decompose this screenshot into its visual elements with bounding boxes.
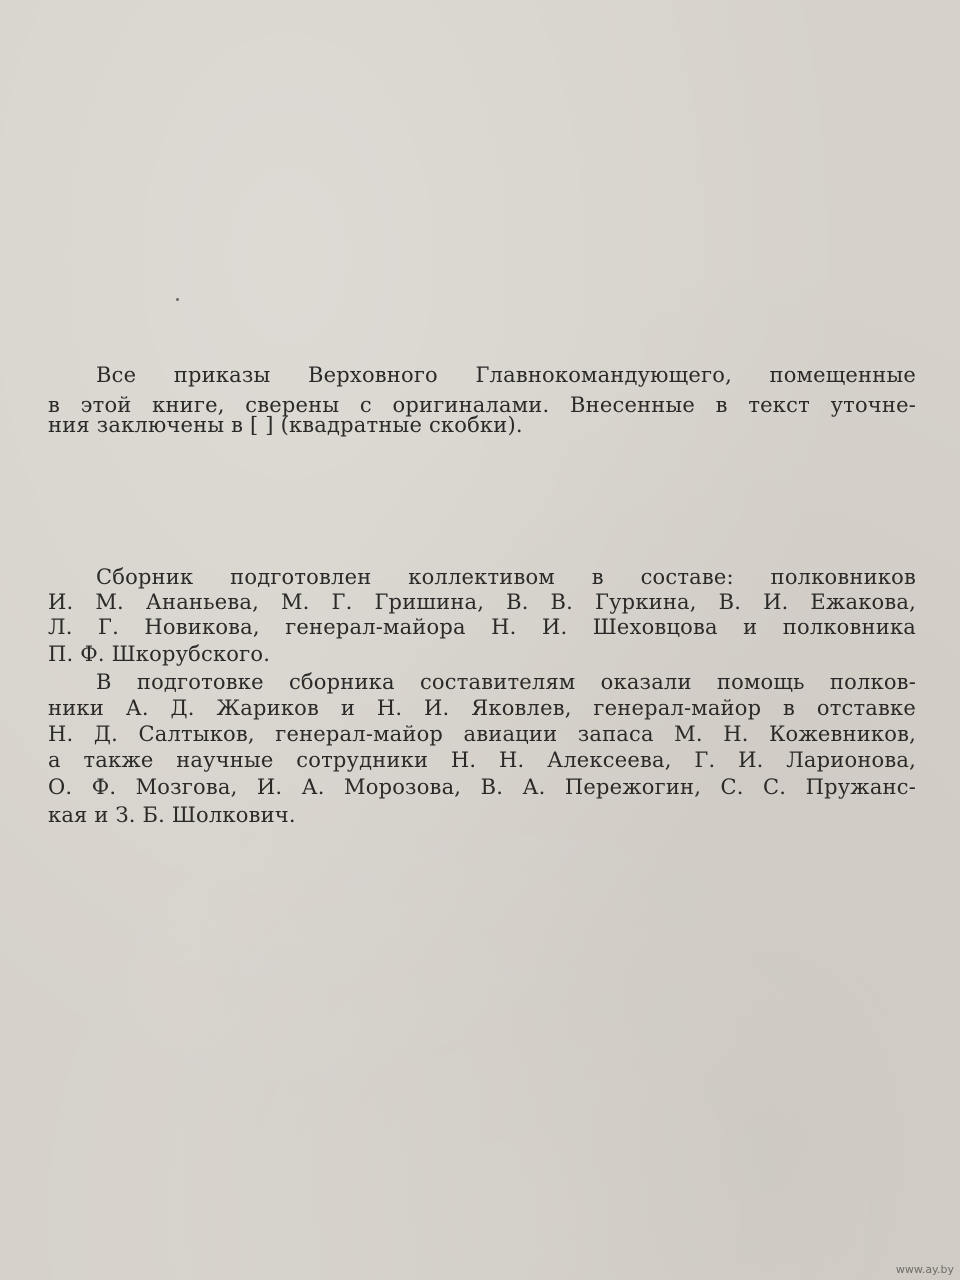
- compilers-line-2: И. М. Ананьева, М. Г. Гришина, В. В. Гуркина, В. И. Ежакова,: [48, 590, 916, 614]
- note-line-3: ния заключены в [ ] (квадратные скобки).: [48, 413, 523, 437]
- paper-speck: [176, 298, 179, 301]
- helpers-line-1: В подготовке сборника составителям оказали помощь полков-: [96, 670, 916, 694]
- note-line-2: в этой книге, сверены с оригиналами. Внесенные в текст уточне-: [48, 393, 916, 417]
- helpers-line-2: ники А. Д. Жариков и Н. И. Яковлев, генерал-майор в отставке: [48, 696, 916, 720]
- compilers-line-3: Л. Г. Новикова, генерал-майора Н. И. Шеховцова и полковника: [48, 615, 916, 639]
- compilers-line-4: П. Ф. Шкорубского.: [48, 642, 271, 666]
- site-watermark: www.ay.by: [895, 1263, 954, 1276]
- helpers-line-6: кая и З. Б. Шолкович.: [48, 803, 296, 827]
- helpers-line-5: О. Ф. Мозгова, И. А. Морозова, В. А. Пережогин, С. С. Пружанс-: [48, 775, 916, 799]
- note-line-1: Все приказы Верховного Главнокомандующего, помещенные: [96, 363, 916, 387]
- helpers-line-4: а также научные сотрудники Н. Н. Алексеева, Г. И. Ларионова,: [48, 748, 916, 772]
- helpers-line-3: Н. Д. Салтыков, генерал-майор авиации запаса М. Н. Кожевников,: [48, 722, 916, 746]
- compilers-line-1: Сборник подготовлен коллективом в составе: полковников: [96, 565, 916, 589]
